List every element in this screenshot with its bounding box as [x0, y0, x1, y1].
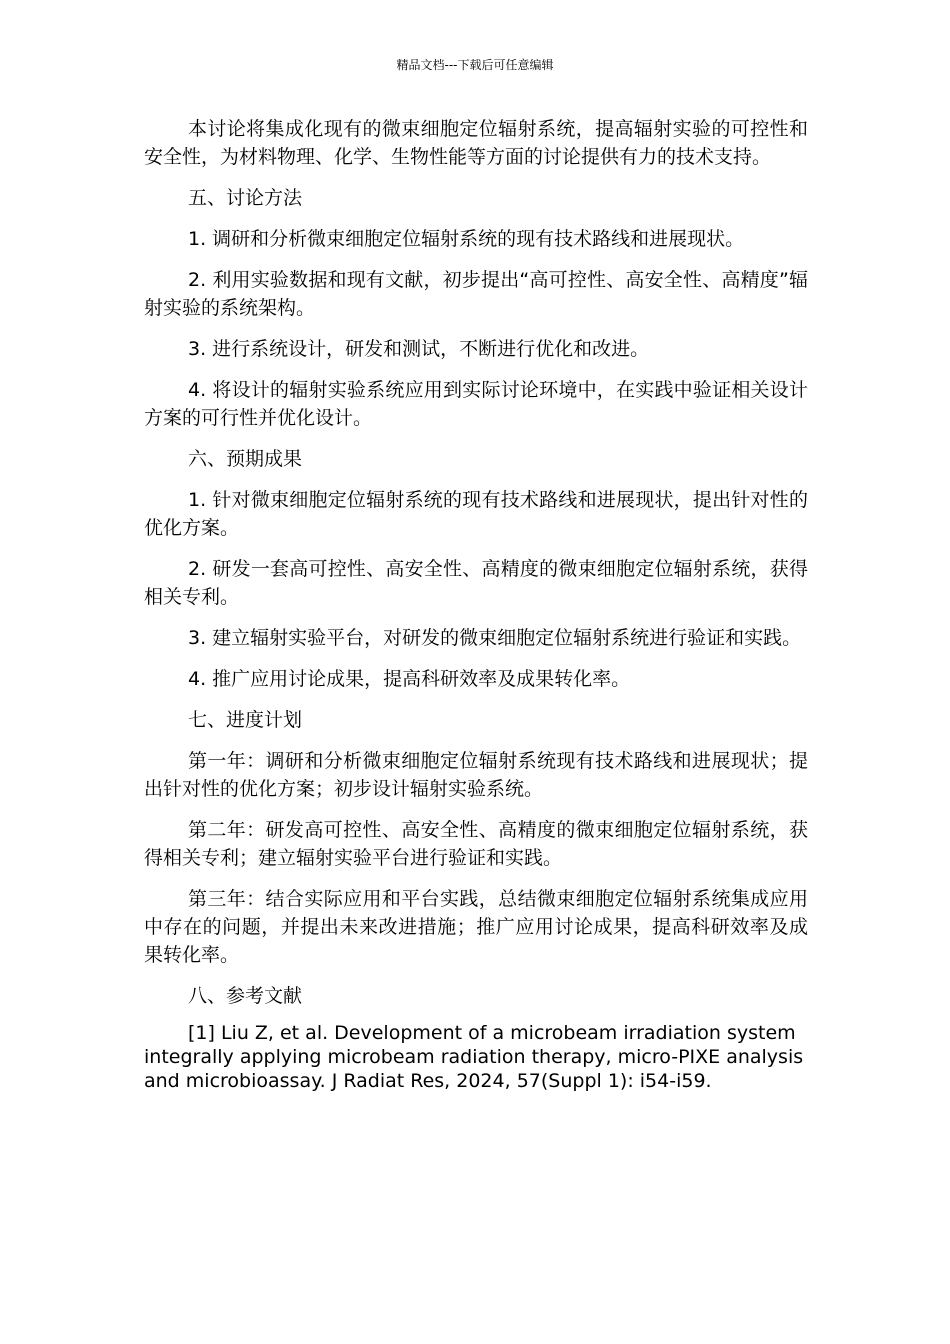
section-heading-schedule: 七、进度计划: [188, 709, 303, 731]
methods-item-4: 4. 将设计的辐射实验系统应用到实际讨论环境中，在实践中验证相关设计方案的可行性并优化设计。: [144, 379, 808, 429]
schedule-year-3: 第三年：结合实际应用和平台实践，总结微束细胞定位辐射系统集成应用中存在的问题，并提出未来改进措施；推广应用讨论成果，提高科研效率及成果转化率。: [144, 888, 808, 966]
page-header: 精品文档---下载后可任意编辑: [396, 58, 554, 72]
outcomes-item-4: 4. 推广应用讨论成果，提高科研效率及成果转化率。: [188, 668, 631, 690]
intro-paragraph: 本讨论将集成化现有的微束细胞定位辐射系统，提高辐射实验的可控性和安全性，为材料物理、化学、生物性能等方面的讨论提供有力的技术支持。: [144, 118, 808, 168]
outcomes-item-2: 2. 研发一套高可控性、高安全性、高精度的微束细胞定位辐射系统，获得相关专利。: [144, 558, 808, 608]
schedule-year-1: 第一年：调研和分析微束细胞定位辐射系统现有技术路线和进展现状；提出针对性的优化方案；初步设计辐射实验系统。: [144, 750, 808, 800]
reference-item-1: [1] Liu Z, et al. Development of a microbeam irradiation system integrally applying microbeam radiation therapy, micro-PIXE analysis and microbioassay. J Radiat Res, 2024, 57(Suppl 1): i54-i59.: [144, 1022, 804, 1092]
methods-item-3: 3. 进行系统设计，研发和测试，不断进行优化和改进。: [188, 338, 650, 360]
schedule-year-2: 第二年：研发高可控性、高安全性、高精度的微束细胞定位辐射系统，获得相关专利；建立辐射实验平台进行验证和实践。: [144, 819, 808, 869]
methods-item-2: 2. 利用实验数据和现有文献，初步提出“高可控性、高安全性、高精度”辐射实验的系统架构。: [144, 269, 808, 319]
section-heading-references: 八、参考文献: [188, 985, 303, 1007]
outcomes-item-3: 3. 建立辐射实验平台，对研发的微束细胞定位辐射系统进行验证和实践。: [188, 627, 802, 649]
section-heading-outcomes: 六、预期成果: [188, 448, 303, 470]
document-body: [144, 115, 808, 1106]
outcomes-item-1: 1. 针对微束细胞定位辐射系统的现有技术路线和进展现状，提出针对性的优化方案。: [144, 489, 808, 539]
methods-item-1: 1. 调研和分析微束细胞定位辐射系统的现有技术路线和进展现状。: [188, 228, 745, 250]
section-heading-methods: 五、讨论方法: [188, 187, 303, 209]
